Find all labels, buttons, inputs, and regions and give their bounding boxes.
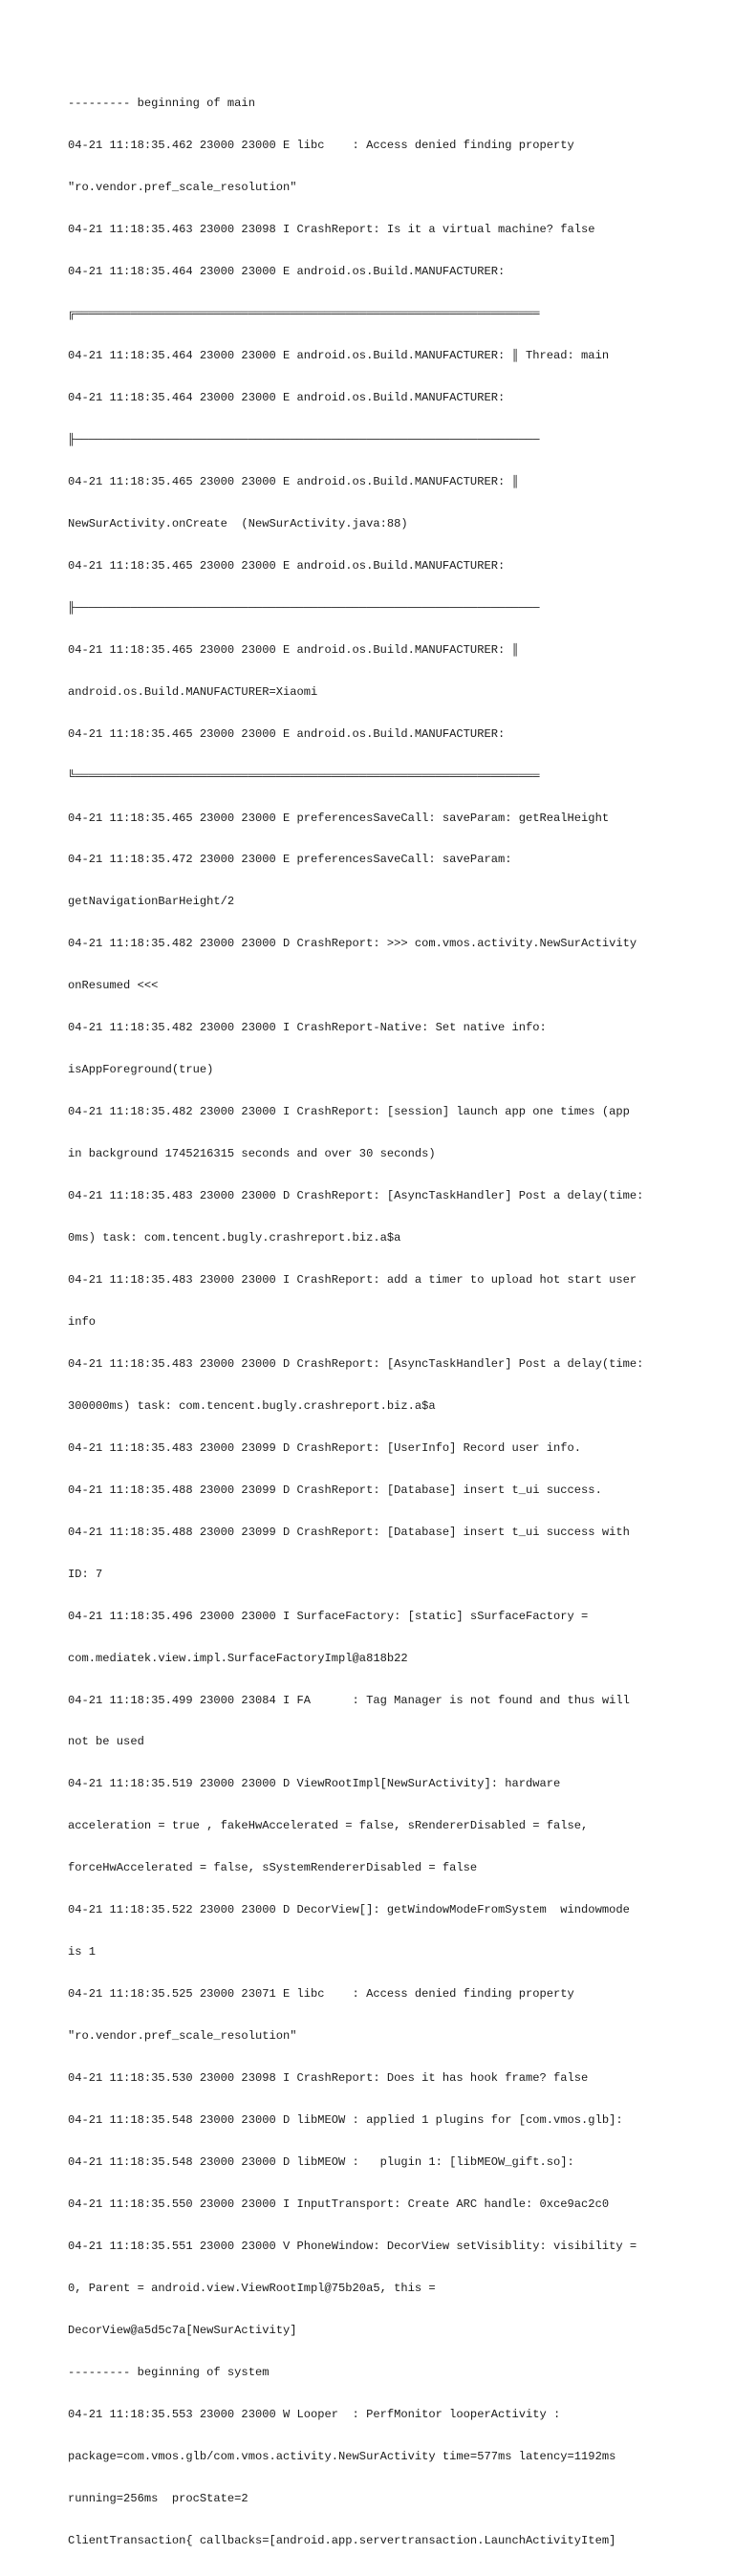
log-line: ID: 7 (68, 1567, 103, 1581)
log-line: 04-21 11:18:35.472 23000 23000 E preferencesSaveCall: saveParam: (68, 853, 512, 867)
log-line: 04-21 11:18:35.482 23000 23000 I CrashReport: [session] launch app one times (app (68, 1105, 630, 1119)
log-line: android.os.Build.MANUFACTURER=Xiaomi (68, 684, 318, 699)
log-line: 04-21 11:18:35.465 23000 23000 E android.os.Build.MANUFACTURER: ║ (68, 474, 519, 488)
log-line: 04-21 11:18:35.548 23000 23000 D libMEOW : plugin 1: [libMEOW_gift.so]: (68, 2155, 574, 2170)
log-line: getNavigationBarHeight/2 (68, 895, 235, 909)
log-line: 04-21 11:18:35.462 23000 23000 E libc : Access denied finding property (68, 139, 574, 153)
log-line: acceleration = true , fakeHwAccelerated = false, sRendererDisabled = false, (68, 1819, 589, 1833)
log-line: 04-21 11:18:35.522 23000 23000 D DecorView[]: getWindowModeFromSystem windowmode (68, 1903, 630, 1917)
log-line: 04-21 11:18:35.519 23000 23000 D ViewRootImpl[NewSurActivity]: hardware (68, 1777, 561, 1791)
log-line: 04-21 11:18:35.464 23000 23000 E android.os.Build.MANUFACTURER: ║ Thread: main (68, 349, 610, 363)
log-line: "ro.vendor.pref_scale_resolution" (68, 181, 297, 195)
log-line: 0ms) task: com.tencent.bugly.crashreport.biz.a$a (68, 1231, 401, 1245)
log-line: 04-21 11:18:35.465 23000 23000 E android.os.Build.MANUFACTURER: (68, 558, 506, 573)
log-line: 04-21 11:18:35.463 23000 23098 I CrashReport: Is it a virtual machine? false (68, 223, 595, 237)
log-line: 04-21 11:18:35.465 23000 23000 E android.os.Build.MANUFACTURER: ║ (68, 642, 519, 657)
log-line: "ro.vendor.pref_scale_resolution" (68, 2029, 297, 2044)
log-line: running=256ms procState=2 (68, 2491, 248, 2505)
log-line: 0, Parent = android.view.ViewRootImpl@75b20a5, this = (68, 2281, 436, 2295)
log-line: 04-21 11:18:35.525 23000 23071 E libc : Access denied finding property (68, 1987, 574, 2002)
log-line: --------- beginning of main (68, 97, 255, 111)
log-line: 04-21 11:18:35.464 23000 23000 E android.os.Build.MANUFACTURER: (68, 390, 506, 404)
log-line: in background 1745216315 seconds and over 30 seconds) (68, 1147, 436, 1161)
log-line: 04-21 11:18:35.483 23000 23099 D CrashReport: [UserInfo] Record user info. (68, 1440, 582, 1455)
log-line: not be used (68, 1735, 144, 1749)
log-line: ClientTransaction{ callbacks=[android.app.servertransaction.LaunchActivityItem] (68, 2533, 616, 2547)
log-line: ╟─────────────────────────────────────────────────────────────────── (68, 600, 540, 615)
log-line: 04-21 11:18:35.488 23000 23099 D CrashReport: [Database] insert t_ui success. (68, 1483, 602, 1497)
log-document (68, 69, 670, 2576)
log-line: package=com.vmos.glb/com.vmos.activity.NewSurActivity time=577ms latency=1192ms (68, 2449, 616, 2463)
log-line: 04-21 11:18:35.465 23000 23000 E android.os.Build.MANUFACTURER: (68, 726, 506, 741)
log-line: com.mediatek.view.impl.SurfaceFactoryImpl@a818b22 (68, 1651, 408, 1665)
log-line: DecorView@a5d5c7a[NewSurActivity] (68, 2323, 297, 2337)
log-line: 04-21 11:18:35.488 23000 23099 D CrashReport: [Database] insert t_ui success with (68, 1525, 630, 1539)
log-line: forceHwAccelerated = false, sSystemRendererDisabled = false (68, 1861, 478, 1875)
log-line: 04-21 11:18:35.483 23000 23000 D CrashReport: [AsyncTaskHandler] Post a delay(time: (68, 1356, 644, 1371)
log-line: 300000ms) task: com.tencent.bugly.crashreport.biz.a$a (68, 1398, 436, 1413)
log-line: is 1 (68, 1945, 97, 1959)
log-line: 04-21 11:18:35.465 23000 23000 E preferencesSaveCall: saveParam: getRealHeight (68, 811, 610, 825)
log-line: isAppForeground(true) (68, 1063, 214, 1077)
log-line: 04-21 11:18:35.553 23000 23000 W Looper : PerfMonitor looperActivity : (68, 2407, 561, 2421)
log-line: --------- beginning of system (68, 2365, 270, 2379)
log-line: 04-21 11:18:35.483 23000 23000 D CrashReport: [AsyncTaskHandler] Post a delay(time: (68, 1189, 644, 1203)
log-line: NewSurActivity.onCreate (NewSurActivity.java:88) (68, 516, 408, 530)
log-line: 04-21 11:18:35.482 23000 23000 D CrashReport: >>> com.vmos.activity.NewSurActivity (68, 937, 637, 951)
log-line: 04-21 11:18:35.482 23000 23000 I CrashReport-Native: Set native info: (68, 1021, 547, 1035)
log-line: 04-21 11:18:35.499 23000 23084 I FA : Tag Manager is not found and thus will (68, 1693, 630, 1707)
log-line: 04-21 11:18:35.548 23000 23000 D libMEOW : applied 1 plugins for [com.vmos.glb]: (68, 2113, 623, 2128)
log-text-block (68, 69, 670, 2576)
log-line: ╟─────────────────────────────────────────────────────────────────── (68, 432, 540, 446)
log-line: onResumed <<< (68, 979, 159, 993)
log-line: 04-21 11:18:35.550 23000 23000 I InputTransport: Create ARC handle: 0xce9ac2c0 (68, 2197, 610, 2211)
log-line: ╔═══════════════════════════════════════════════════════════════════ (68, 307, 540, 321)
log-line: info (68, 1314, 97, 1329)
log-line: 04-21 11:18:35.464 23000 23000 E android.os.Build.MANUFACTURER: (68, 265, 506, 279)
log-line: ╚═══════════════════════════════════════════════════════════════════ (68, 768, 540, 783)
log-line: 04-21 11:18:35.530 23000 23098 I CrashReport: Does it has hook frame? false (68, 2071, 589, 2086)
log-line: 04-21 11:18:35.551 23000 23000 V PhoneWindow: DecorView setVisiblity: visibility = (68, 2239, 637, 2253)
log-line: 04-21 11:18:35.483 23000 23000 I CrashReport: add a timer to upload hot start user (68, 1273, 637, 1287)
log-line: 04-21 11:18:35.496 23000 23000 I SurfaceFactory: [static] sSurfaceFactory = (68, 1609, 589, 1623)
